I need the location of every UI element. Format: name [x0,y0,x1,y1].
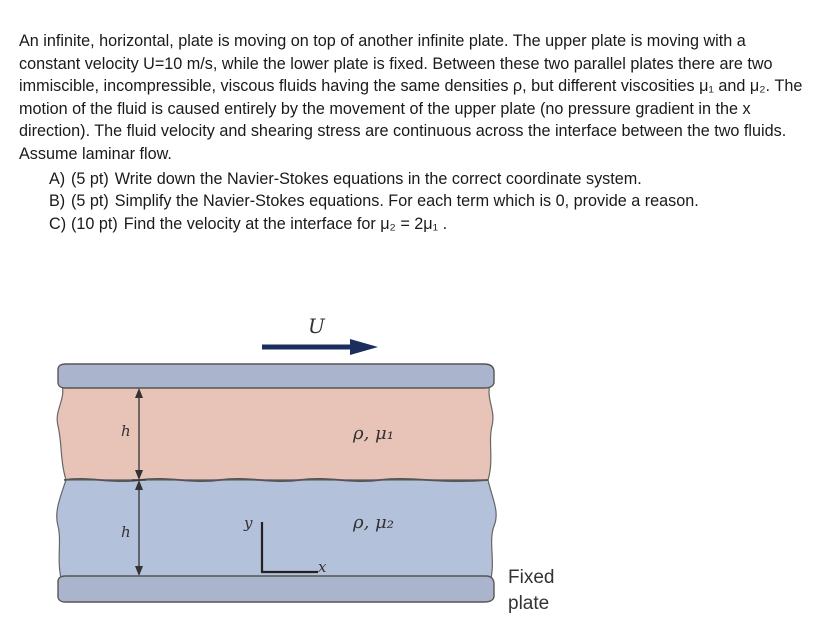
part-points: (5 pt) [71,169,109,188]
part-label: C) [49,214,67,233]
part-text: Find the velocity at the interface for μ₂ = 2μ₁ . [123,214,448,233]
lower-fixed-plate [58,576,494,602]
problem-parts [19,168,809,236]
part-label: A) [49,169,66,188]
problem-statement: An infinite, horizontal, plate is moving on top of another infinite plate. The upper plate is moving with a constant velocity U=10 m/s, while the lower plate is fixed. Between these two parallel plates there are two immiscible, incompressible, viscous fluids having the same densities ρ, but different viscosities μ₁ and μ₂. The motion of the fluid is caused entirely by the movement of the upper plate (no pressure gradient in the x direction). The fluid velocity and shearing stress are continuous across the interface between the two fluids. Assume laminar flow. [19,32,803,163]
fixed-plate-caption [508,565,554,617]
lower-fluid-label: ρ, μ₂ [353,512,394,533]
part-a [49,168,809,191]
caption-line-1: Fixed [508,567,555,588]
part-points: (10 pt) [71,214,118,233]
lower-height-label: h [121,523,131,541]
part-text: Simplify the Navier-Stokes equations. For each term which is 0, provide a reason. [114,192,699,211]
y-axis-label: y [244,514,253,532]
diagram-svg [0,300,824,639]
caption-line-2: plate [508,593,550,614]
upper-fluid-label: ρ, μ₁ [353,423,394,444]
part-label: B) [49,192,66,211]
two-fluid-plate-diagram [0,300,824,639]
x-axis-label: x [318,558,327,576]
upper-moving-plate [58,364,494,388]
part-b [49,190,809,213]
part-c [49,213,809,236]
velocity-arrow [262,339,378,355]
velocity-label: U [308,314,325,338]
problem-text [19,30,809,235]
part-text: Write down the Navier-Stokes equations in the correct coordinate system. [114,169,642,188]
part-points: (5 pt) [71,192,109,211]
upper-height-label: h [121,422,131,440]
